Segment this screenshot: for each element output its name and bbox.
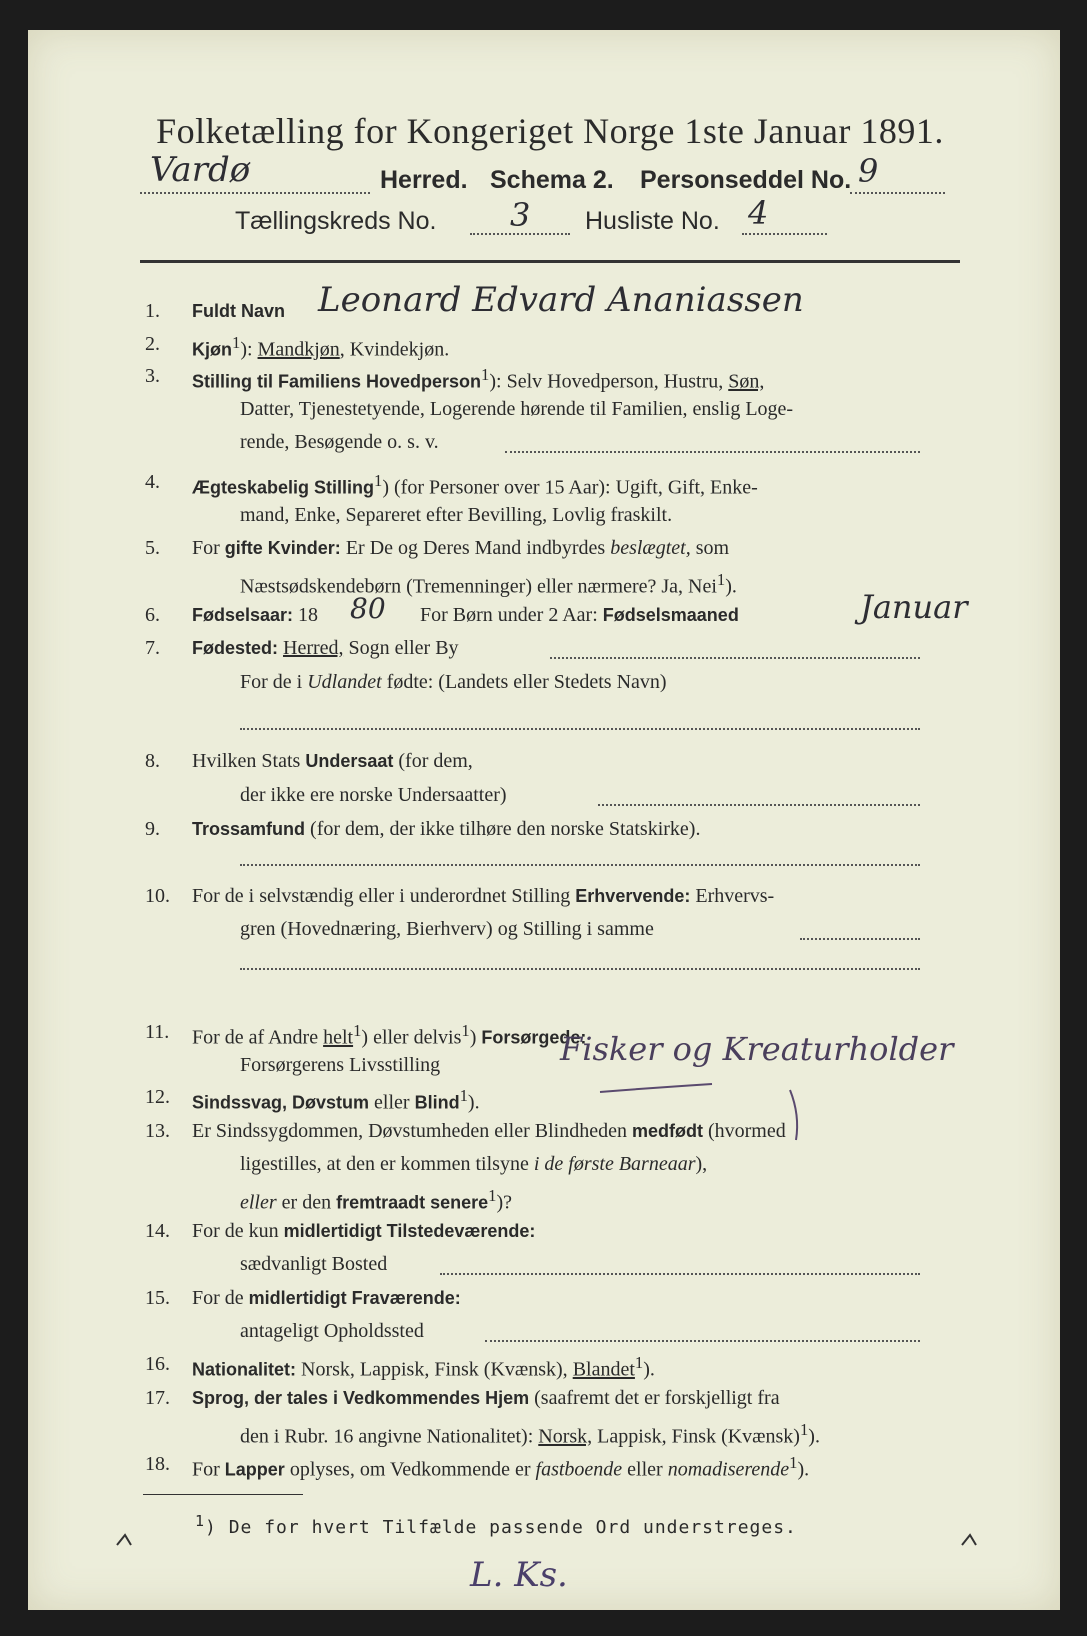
item-13-line3: eller er den fremtraadt senere$^1$)? xyxy=(240,1186,513,1214)
item-13-line1: Er Sindssygdommen, Døvstumheden eller Blindheden medfødt (hvormed xyxy=(192,1120,786,1142)
signature: L. Ks. xyxy=(470,1555,568,1595)
sprog-label: Sprog, der tales i Vedkommendes Hjem xyxy=(192,1388,530,1408)
nationalitet-option-blandet: Blandet xyxy=(572,1358,635,1381)
item-number: 1. xyxy=(145,300,160,322)
item-10-line2: gren (Hovednæring, Bierhverv) og Stilling i samme xyxy=(240,918,654,940)
item-12-line: Sindssvag, Døvstum eller Blind$^1$). xyxy=(192,1086,480,1114)
personseddel-no: 9 xyxy=(858,152,879,190)
item-number: 17. xyxy=(145,1387,170,1409)
forsorgede-label: Forsørgede: xyxy=(481,1027,587,1048)
herred-value: Vardø xyxy=(150,150,251,190)
item-17-line2: den i Rubr. 16 angivne Nationalitet): Norsk, Lappisk, Finsk (Kvænsk)$^1$). xyxy=(240,1420,820,1448)
medfodt-label: medfødt xyxy=(631,1121,703,1141)
item-number: 11. xyxy=(145,1021,170,1043)
trossamfund-label: Trossamfund xyxy=(192,819,306,839)
item-number: 12. xyxy=(145,1086,170,1108)
kjon-label: Kjøn xyxy=(192,339,232,360)
schema-label: Schema 2. xyxy=(490,166,614,194)
item-number: 5. xyxy=(145,537,160,559)
item-7-line1: Fødested: Herred, Sogn eller By xyxy=(192,637,459,659)
item-15-line2: antageligt Opholdssted xyxy=(240,1320,424,1342)
fodested-option-herred: Herred, xyxy=(283,637,344,659)
taellingskreds-label: Tællingskreds No. xyxy=(235,207,437,235)
item-number: 4. xyxy=(145,471,160,493)
form-title: Folketælling for Kongeriget Norge 1ste Januar 1891. xyxy=(156,111,944,151)
forsorger-livsstilling-value: Fisker og Kreaturholder xyxy=(560,1030,954,1068)
item-number: 9. xyxy=(145,818,160,840)
item-6-line: Fødselsaar: 18 xyxy=(192,604,319,626)
tilstedevaerende-label: midlertidigt Tilstedeværende: xyxy=(283,1221,536,1241)
fremtraadt-senere-label: fremtraadt senere xyxy=(336,1192,489,1213)
birth-year-value: 80 xyxy=(350,592,386,625)
birth-month-value: Januar xyxy=(860,588,968,626)
pen-stroke xyxy=(600,1084,712,1092)
item-16-line: Nationalitet: Norsk, Lappisk, Finsk (Kvænsk), Blandet$^1$). xyxy=(192,1353,655,1381)
husliste-no: 4 xyxy=(748,194,769,232)
item-18-line: For Lapper oplyses, om Vedkommende er fastboende eller nomadiserende$^1$). xyxy=(192,1453,810,1481)
item-number: 15. xyxy=(145,1287,170,1309)
forsorgede-option-helt: helt xyxy=(323,1026,354,1049)
item-3-line1: Stilling til Familiens Hovedperson$^1$): Selv Hovedperson, Hustru, Søn, xyxy=(192,365,765,393)
item-number: 14. xyxy=(145,1220,170,1242)
full-name-value: Leonard Edvard Ananiassen xyxy=(318,280,804,320)
item-3-line3: rende, Besøgende o. s. v. xyxy=(240,431,439,453)
item-6-mid: For Børn under 2 Aar: Fødselsmaaned xyxy=(420,604,739,626)
item-8-line2: der ikke ere norske Undersaatter) xyxy=(240,784,507,806)
aegteskabelig-label: Ægteskabelig Stilling xyxy=(192,477,375,498)
item-9-line: Trossamfund (for dem, der ikke tilhøre den norske Statskirke). xyxy=(192,818,701,840)
item-11-line2: Forsørgerens Livsstilling xyxy=(240,1054,441,1076)
item-14-line1: For de kun midlertidigt Tilstedeværende: xyxy=(192,1220,536,1242)
item-7-line2: For de i Udlandet fødte: (Landets eller Stedets Navn) xyxy=(240,671,667,693)
corner-mark xyxy=(962,1535,976,1545)
stilling-label: Stilling til Familiens Hovedperson xyxy=(192,371,482,392)
item-13-line2: ligestilles, at den er kommen tilsyne i de første Barneaar), xyxy=(240,1153,708,1175)
sprog-option-norsk: Norsk, xyxy=(538,1425,593,1448)
item-10-line1: For de i selvstændig eller i underordnet Stilling Erhvervende: Erhvervs- xyxy=(192,885,775,907)
item-14-line2: sædvanligt Bosted xyxy=(240,1253,388,1275)
fodested-label: Fødested: xyxy=(192,638,279,658)
item-number: 3. xyxy=(145,365,160,387)
pen-stroke xyxy=(790,1090,797,1140)
item-number: 6. xyxy=(145,604,160,626)
nationalitet-label: Nationalitet: xyxy=(192,1359,297,1380)
fodselsmaaned-label: Fødselsmaaned xyxy=(602,605,739,625)
item-2-line: Kjøn$^1$): Mandkjøn, Kvindekjøn. xyxy=(192,333,450,361)
husliste-label: Husliste No. xyxy=(585,207,720,235)
stilling-option-son: Søn, xyxy=(728,370,765,393)
personseddel-label: Personseddel No. xyxy=(640,166,852,194)
item-11-line1: For de af Andre helt$^1$) eller delvis$^1$) Forsørgede: xyxy=(192,1021,587,1049)
undersaat-label: Undersaat xyxy=(305,751,394,771)
item-number: 7. xyxy=(145,637,160,659)
gifte-kvinder-label: gifte Kvinder: xyxy=(224,538,341,558)
kjon-option-mandkjon: Mandkjøn xyxy=(257,338,340,361)
item-8-line1: Hvilken Stats Undersaat (for dem, xyxy=(192,750,473,772)
erhvervende-label: Erhvervende: xyxy=(575,886,691,906)
fuldt-navn-label: Fuldt Navn xyxy=(192,301,285,321)
herred-label: Herred. xyxy=(380,166,468,194)
footnote: $^1$) De for hvert Tilfælde passende Ord understreges. xyxy=(195,1512,797,1538)
corner-mark xyxy=(117,1535,131,1545)
item-number: 10. xyxy=(145,885,170,907)
item-5-line1: For gifte Kvinder: Er De og Deres Mand indbyrdes beslægtet, som xyxy=(192,537,730,559)
item-number: 8. xyxy=(145,750,160,772)
item-number: 13. xyxy=(145,1120,170,1142)
item-4-line1: Ægteskabelig Stilling$^1$) (for Personer over 15 Aar): Ugift, Gift, Enke- xyxy=(192,471,758,499)
sindssvag-label: Sindssvag, Døvstum xyxy=(192,1092,370,1113)
item-17-line1: Sprog, der tales i Vedkommendes Hjem (saafremt det er forskjelligt fra xyxy=(192,1387,780,1409)
lapper-label: Lapper xyxy=(224,1459,285,1480)
taellingskreds-no: 3 xyxy=(510,196,531,234)
item-number: 16. xyxy=(145,1353,170,1375)
item-number: 18. xyxy=(145,1453,170,1475)
item-3-line2: Datter, Tjenestetyende, Logerende hørende til Familien, enslig Loge- xyxy=(240,398,794,420)
item-number: 2. xyxy=(145,333,160,355)
item-5-line2: Næstsødskendebørn (Tremenninger) eller nærmere? Ja, Nei$^1$). xyxy=(240,570,737,598)
item-4-line2: mand, Enke, Separeret efter Bevilling, Lovlig fraskilt. xyxy=(240,504,673,526)
blind-label: Blind xyxy=(414,1092,460,1113)
fravaerende-label: midlertidigt Fraværende: xyxy=(248,1288,461,1308)
item-15-line1: For de midlertidigt Fraværende: xyxy=(192,1287,461,1309)
fodselsaar-label: Fødselsaar: xyxy=(192,605,294,625)
